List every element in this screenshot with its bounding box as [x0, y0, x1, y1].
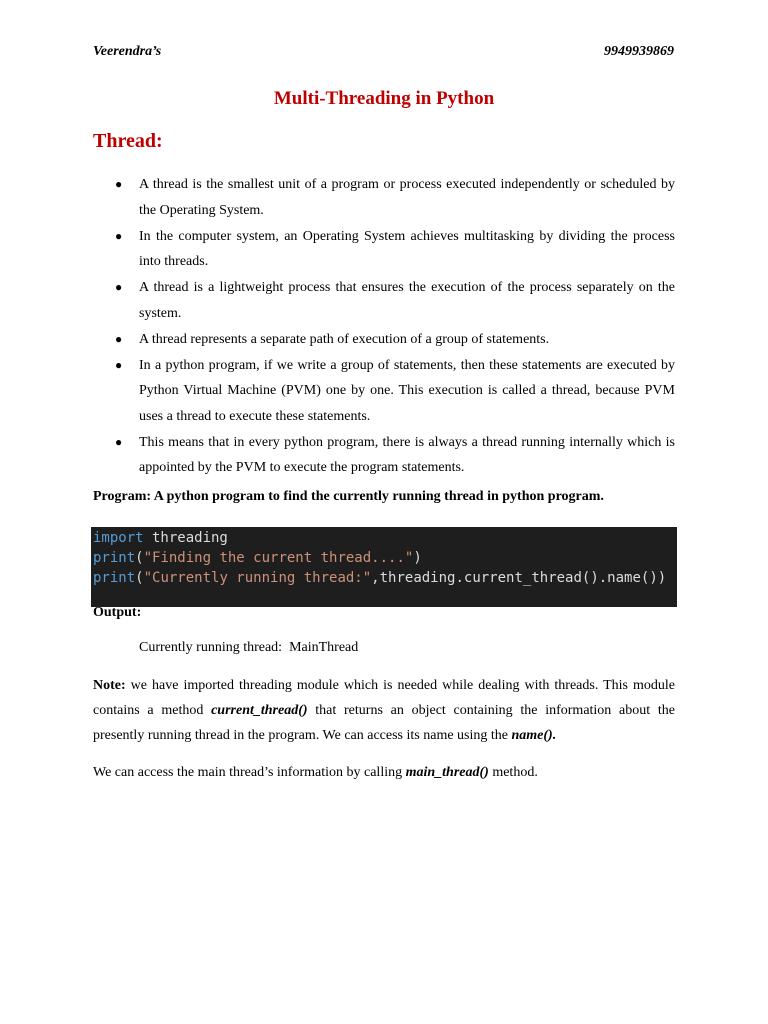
- code-keyword: import: [93, 530, 144, 546]
- list-item: [93, 353, 675, 430]
- note-text: we have imported threading module which is needed while dealing with threads. This module contains a method: [93, 678, 675, 718]
- list-item: [93, 172, 675, 223]
- bullet-icon: ●: [115, 280, 123, 294]
- list-item: [93, 430, 675, 481]
- section-heading: Thread:: [93, 130, 163, 152]
- closing-paragraph: [93, 760, 675, 785]
- note-text: that returns an object containing the information about the presently running thread in the program. We can access its name using the: [93, 703, 675, 743]
- code-string: "Currently running thread:": [143, 570, 372, 586]
- list-item: [93, 275, 675, 326]
- output-text: Currently running thread: MainThread: [139, 640, 359, 655]
- code-block: [91, 527, 677, 607]
- bullet-text: In a python program, if we write a group of statements, then these statements are executed by Python Virtual Machine (PVM) one by one. This execution is called a thread, because PVM uses a thread to execute these statements.: [139, 357, 675, 424]
- list-item: [93, 224, 675, 275]
- bullet-text: In the computer system, an Operating System achieves multitasking by dividing the process into threads.: [139, 228, 675, 269]
- bullet-text: This means that in every python program, there is always a thread running internally which is appointed by the PVM to execute the program statements.: [139, 434, 675, 475]
- output-heading: Output:: [93, 605, 142, 620]
- program-heading: Program: A python program to find the currently running thread in python program.: [93, 489, 604, 504]
- closing-method: main_thread(): [405, 765, 489, 780]
- bullet-icon: ●: [115, 331, 123, 346]
- bullet-text: A thread is a lightweight process that ensures the execution of the process separately on the system.: [139, 280, 675, 321]
- bullet-icon: ●: [115, 177, 123, 191]
- code-punct: (: [135, 570, 144, 586]
- document-title: Multi-Threading in Python: [273, 88, 495, 109]
- note-label: Note:: [93, 678, 126, 693]
- code-keyword: print: [93, 570, 136, 586]
- bullet-list: [93, 172, 675, 481]
- bullet-text: A thread represents a separate path of execution of a group of statements.: [139, 331, 550, 347]
- note-method: name().: [511, 728, 557, 743]
- bullet-icon: ●: [115, 434, 123, 449]
- header-author: Veerendra’s: [93, 44, 162, 59]
- code-keyword: print: [93, 550, 136, 566]
- note-paragraph: [93, 673, 675, 748]
- header-phone: 9949939869: [604, 44, 674, 59]
- note-method: current_thread(): [211, 703, 308, 718]
- code-punct: ): [413, 550, 422, 566]
- bullet-text: A thread is the smallest unit of a program or process executed independently or scheduled by the Operating System.: [139, 177, 675, 218]
- closing-text: method.: [488, 765, 538, 780]
- closing-text: We can access the main thread’s information by calling: [93, 765, 406, 780]
- code-string: "Finding the current thread....": [143, 550, 414, 566]
- list-item: [93, 327, 675, 353]
- code-punct: (: [135, 550, 144, 566]
- code-text: threading: [143, 530, 228, 546]
- bullet-icon: ●: [115, 228, 123, 243]
- bullet-icon: ●: [115, 357, 123, 372]
- code-text: ,threading.current_thread().name()): [371, 570, 667, 586]
